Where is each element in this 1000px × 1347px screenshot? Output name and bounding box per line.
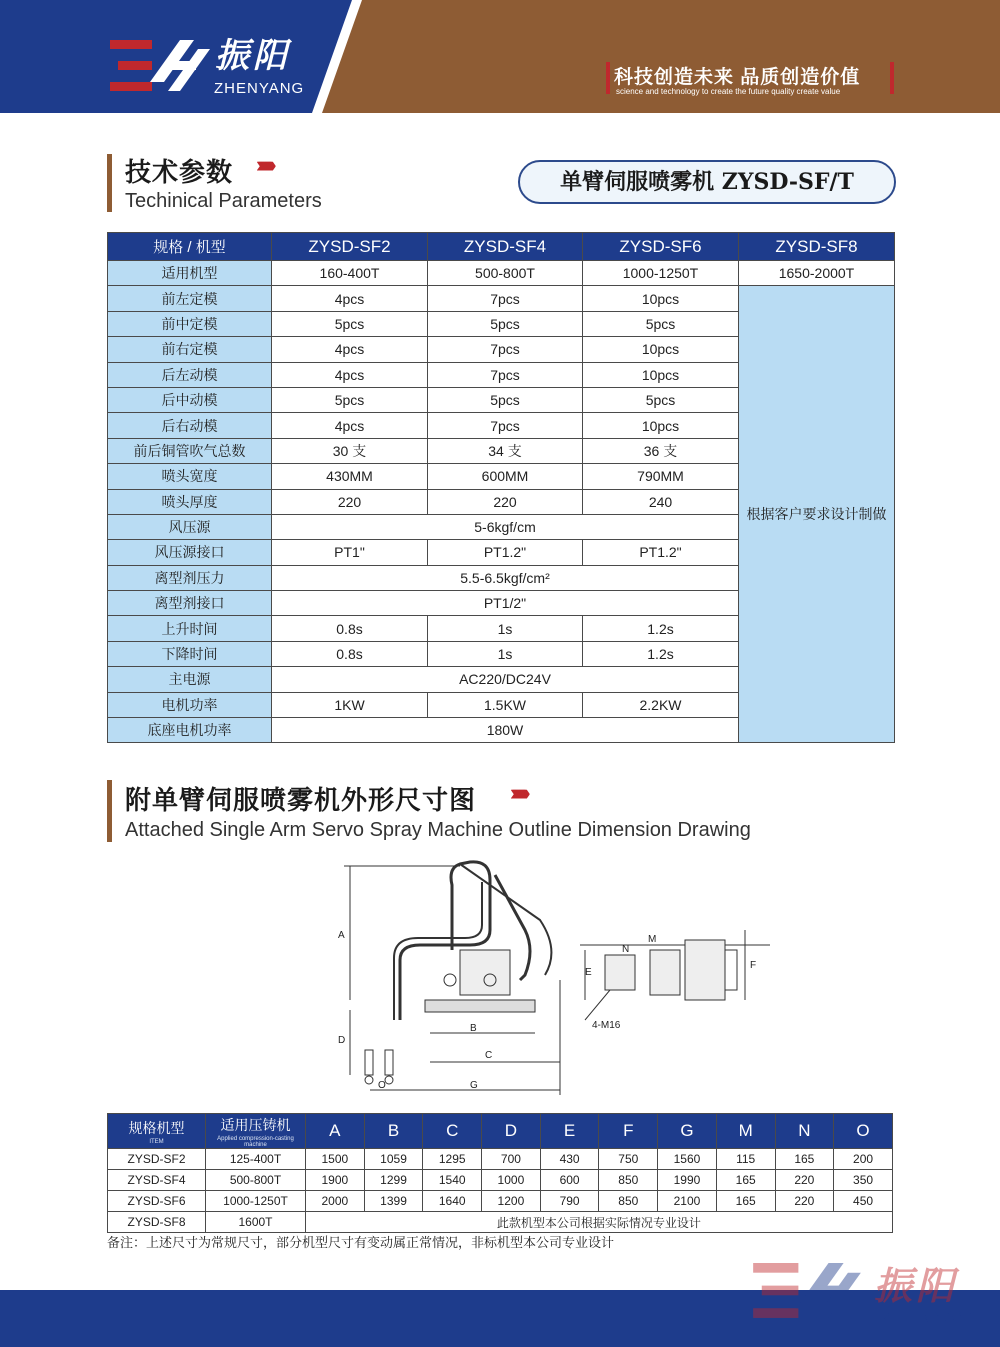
spec-cell: 7pcs xyxy=(428,362,583,387)
spec-label: 喷头厚度 xyxy=(108,489,272,514)
spec-label: 后左动模 xyxy=(108,362,272,387)
dim-cell: 1600T xyxy=(206,1212,306,1233)
dim-cell: ZYSD-SF8 xyxy=(108,1212,206,1233)
spec-cell: 0.8s xyxy=(272,641,428,666)
spec-cell: PT1.2" xyxy=(583,540,739,565)
dim-row xyxy=(108,1170,893,1191)
dim-cell: 1540 xyxy=(423,1170,482,1191)
dim-label-f: F xyxy=(750,960,757,971)
dim-cell: 1500 xyxy=(306,1149,365,1170)
outline-dimension-drawing xyxy=(330,850,770,1100)
spec-cell: 1000-1250T xyxy=(583,261,739,286)
spec-sf8-note: 根据客户要求设计制做 xyxy=(739,286,895,743)
spec-label: 后右动模 xyxy=(108,413,272,438)
footer-logo-en: ZHENYANG xyxy=(882,1307,984,1326)
spec-cell: 30 支 xyxy=(272,438,428,463)
dim-label-m: M xyxy=(648,934,657,945)
dim-label-e: E xyxy=(585,967,592,978)
dim-cell: 1059 xyxy=(364,1149,423,1170)
footer-logo xyxy=(752,1255,992,1330)
spec-cell: 5-6kgf/cm xyxy=(272,514,739,539)
spec-header-cell: ZYSD-SF2 xyxy=(272,233,428,261)
dim-label-g: G xyxy=(470,1080,478,1091)
dim-cell: ZYSD-SF2 xyxy=(108,1149,206,1170)
slogan xyxy=(606,60,894,98)
spec-cell: 1650-2000T xyxy=(739,261,895,286)
dim-cell: 220 xyxy=(775,1191,834,1212)
spec-cell: 0.8s xyxy=(272,616,428,641)
dim-label-n: N xyxy=(622,944,630,955)
model-title-badge: 单臂伺服喷雾机 ZYSD-SF/T xyxy=(518,160,896,204)
dim-label-b: B xyxy=(470,1023,477,1034)
dim-cell: 125-400T xyxy=(206,1149,306,1170)
dim-cell: 1560 xyxy=(658,1149,717,1170)
spec-label: 适用机型 xyxy=(108,261,272,286)
dim-header-item-label: 规格机型 xyxy=(128,1119,185,1136)
dim-label-o: O xyxy=(378,1080,386,1091)
spec-label: 电机功率 xyxy=(108,692,272,717)
spec-label: 主电源 xyxy=(108,667,272,692)
spec-header-cell: ZYSD-SF4 xyxy=(428,233,583,261)
spec-cell: 430MM xyxy=(272,464,428,489)
spec-cell: 7pcs xyxy=(428,413,583,438)
header-banner xyxy=(0,0,1000,113)
spec-cell: 10pcs xyxy=(583,337,739,362)
spec-cell: 790MM xyxy=(583,464,739,489)
spec-cell: PT1" xyxy=(272,540,428,565)
spec-label: 后中动模 xyxy=(108,387,272,412)
spec-header-cell: ZYSD-SF6 xyxy=(583,233,739,261)
spec-cell: 5pcs xyxy=(428,387,583,412)
spec-cell: 4pcs xyxy=(272,413,428,438)
dim-header-item xyxy=(108,1114,206,1149)
spec-cell: 600MM xyxy=(428,464,583,489)
spec-cell: 10pcs xyxy=(583,413,739,438)
dim-row xyxy=(108,1149,893,1170)
dim-cell: 430 xyxy=(540,1149,599,1170)
dim-header-machine-label: 适用压铸机 xyxy=(220,1116,291,1133)
dim-cell: 1900 xyxy=(306,1170,365,1191)
dim-header-cell: M xyxy=(716,1114,775,1149)
spec-cell: 4pcs xyxy=(272,286,428,311)
spec-label: 前左定模 xyxy=(108,286,272,311)
dim-cell: 1000 xyxy=(482,1170,541,1191)
dim-cell: 350 xyxy=(834,1170,893,1191)
spec-cell: 5pcs xyxy=(428,311,583,336)
dim-cell: ZYSD-SF4 xyxy=(108,1170,206,1191)
dim-cell: 2000 xyxy=(306,1191,365,1212)
dim-header-cell: F xyxy=(599,1114,658,1149)
spec-cell: 4pcs xyxy=(272,337,428,362)
dim-header-cell: B xyxy=(364,1114,423,1149)
dim-cell-note: 此款机型本公司根据实际情况专业设计 xyxy=(306,1212,893,1233)
spec-label: 底座电机功率 xyxy=(108,718,272,743)
spec-label: 前后铜管吹气总数 xyxy=(108,438,272,463)
slogan-cn: 科技创造未来 品质创造价值 xyxy=(614,67,861,88)
dim-header-item-sub: ITEM xyxy=(149,1138,164,1145)
spec-cell: 10pcs xyxy=(583,286,739,311)
dim-cell: 790 xyxy=(540,1191,599,1212)
spec-cell: 5.5-6.5kgf/cm² xyxy=(272,565,739,590)
spec-cell: 5pcs xyxy=(272,387,428,412)
dim-header-cell: G xyxy=(658,1114,717,1149)
spec-cell: 7pcs xyxy=(428,286,583,311)
spec-label: 前中定模 xyxy=(108,311,272,336)
spec-cell: 240 xyxy=(583,489,739,514)
spec-cell: 220 xyxy=(428,489,583,514)
spec-cell: 160-400T xyxy=(272,261,428,286)
dim-cell: 750 xyxy=(599,1149,658,1170)
spec-cell: 4pcs xyxy=(272,362,428,387)
dim-cell: 1295 xyxy=(423,1149,482,1170)
spec-label: 前右定模 xyxy=(108,337,272,362)
dim-cell: 600 xyxy=(540,1170,599,1191)
slogan-en: science and technology to create the future quality create value xyxy=(616,87,841,96)
logo-text-cn: 振阳 xyxy=(215,36,291,76)
dim-label-bolt: 4-M16 xyxy=(592,1020,621,1031)
spec-header-row xyxy=(108,233,895,261)
dim-cell: 165 xyxy=(716,1170,775,1191)
dim-header-machine xyxy=(206,1114,306,1149)
dim-cell: ZYSD-SF6 xyxy=(108,1191,206,1212)
section1-title-en: Techinical Parameters xyxy=(125,190,322,212)
dim-header-cell: A xyxy=(306,1114,365,1149)
dim-header-machine-sub: Applied compression-casting machine xyxy=(217,1135,294,1148)
spec-cell: 5pcs xyxy=(583,387,739,412)
spec-cell: 220 xyxy=(272,489,428,514)
dim-header-cell: O xyxy=(834,1114,893,1149)
dim-label-a: A xyxy=(338,930,345,941)
spec-label: 喷头宽度 xyxy=(108,464,272,489)
dim-cell: 450 xyxy=(834,1191,893,1212)
logo-icon xyxy=(110,40,210,92)
spec-label: 下降时间 xyxy=(108,641,272,666)
dim-cell: 700 xyxy=(482,1149,541,1170)
spec-cell: 5pcs xyxy=(272,311,428,336)
dimension-table xyxy=(107,1113,893,1233)
dim-cell: 850 xyxy=(599,1170,658,1191)
section2-chevrons-icon: ››››››››››› xyxy=(510,780,525,805)
spec-cell: 36 支 xyxy=(583,438,739,463)
section1-accent-bar xyxy=(107,154,112,212)
footer-logo-icon xyxy=(752,1263,862,1319)
spec-header-cell: ZYSD-SF8 xyxy=(739,233,895,261)
spec-row xyxy=(108,261,895,286)
spec-label: 风压源 xyxy=(108,514,272,539)
dim-cell: 1299 xyxy=(364,1170,423,1191)
section1-chevrons-icon: ››››››››››› xyxy=(256,152,271,177)
spec-label: 离型剂接口 xyxy=(108,591,272,616)
dim-header-cell: E xyxy=(540,1114,599,1149)
footer-logo-cn: 振阳 xyxy=(874,1263,959,1308)
spec-cell: 1.5KW xyxy=(428,692,583,717)
spec-cell: 1s xyxy=(428,641,583,666)
spec-header-cell: 规格 / 机型 xyxy=(108,233,272,261)
slogan-bar-left xyxy=(606,62,610,94)
dim-cell: 1200 xyxy=(482,1191,541,1212)
spec-cell: 500-800T xyxy=(428,261,583,286)
spec-cell: PT1/2" xyxy=(272,591,739,616)
spec-row xyxy=(108,286,895,311)
dim-cell: 115 xyxy=(716,1149,775,1170)
spec-cell: 7pcs xyxy=(428,337,583,362)
dim-cell: 220 xyxy=(775,1170,834,1191)
dim-cell: 200 xyxy=(834,1149,893,1170)
logo-text-en: ZHENYANG xyxy=(214,80,305,97)
dim-cell: 850 xyxy=(599,1191,658,1212)
footnote: 备注：上述尺寸为常规尺寸，部分机型尺寸有变动属正常情况，非标机型本公司专业设计 xyxy=(107,1235,615,1250)
spec-cell: 34 支 xyxy=(428,438,583,463)
dim-header-cell: C xyxy=(423,1114,482,1149)
dim-row xyxy=(108,1212,893,1233)
spec-cell: 10pcs xyxy=(583,362,739,387)
section2-title-cn: 附单臂伺服喷雾机外形尺寸图 xyxy=(125,785,477,815)
dim-label-d: D xyxy=(338,1035,346,1046)
spec-label: 风压源接口 xyxy=(108,540,272,565)
dim-row xyxy=(108,1191,893,1212)
section1-title-cn: 技术参数 xyxy=(125,157,234,187)
dim-cell: 165 xyxy=(716,1191,775,1212)
spec-cell: 1.2s xyxy=(583,641,739,666)
spec-cell: 1KW xyxy=(272,692,428,717)
dim-cell: 1640 xyxy=(423,1191,482,1212)
dim-cell: 1000-1250T xyxy=(206,1191,306,1212)
dim-label-c: C xyxy=(485,1050,493,1061)
dim-cell: 1990 xyxy=(658,1170,717,1191)
spec-cell: 5pcs xyxy=(583,311,739,336)
spec-cell: 1s xyxy=(428,616,583,641)
spec-label: 上升时间 xyxy=(108,616,272,641)
spec-table xyxy=(107,232,895,743)
spec-cell: AC220/DC24V xyxy=(272,667,739,692)
dim-cell: 2100 xyxy=(658,1191,717,1212)
dim-header-row xyxy=(108,1114,893,1149)
dim-cell: 500-800T xyxy=(206,1170,306,1191)
dim-header-cell: N xyxy=(775,1114,834,1149)
spec-label: 离型剂压力 xyxy=(108,565,272,590)
dim-header-cell: D xyxy=(482,1114,541,1149)
spec-cell: PT1.2" xyxy=(428,540,583,565)
dim-cell: 165 xyxy=(775,1149,834,1170)
section2-accent-bar xyxy=(107,780,112,842)
section2-title-en: Attached Single Arm Servo Spray Machine Outline Dimension Drawing xyxy=(125,819,751,841)
spec-cell: 1.2s xyxy=(583,616,739,641)
dim-cell: 1399 xyxy=(364,1191,423,1212)
slogan-bar-right xyxy=(890,62,894,94)
spec-cell: 2.2KW xyxy=(583,692,739,717)
spec-cell: 180W xyxy=(272,718,739,743)
